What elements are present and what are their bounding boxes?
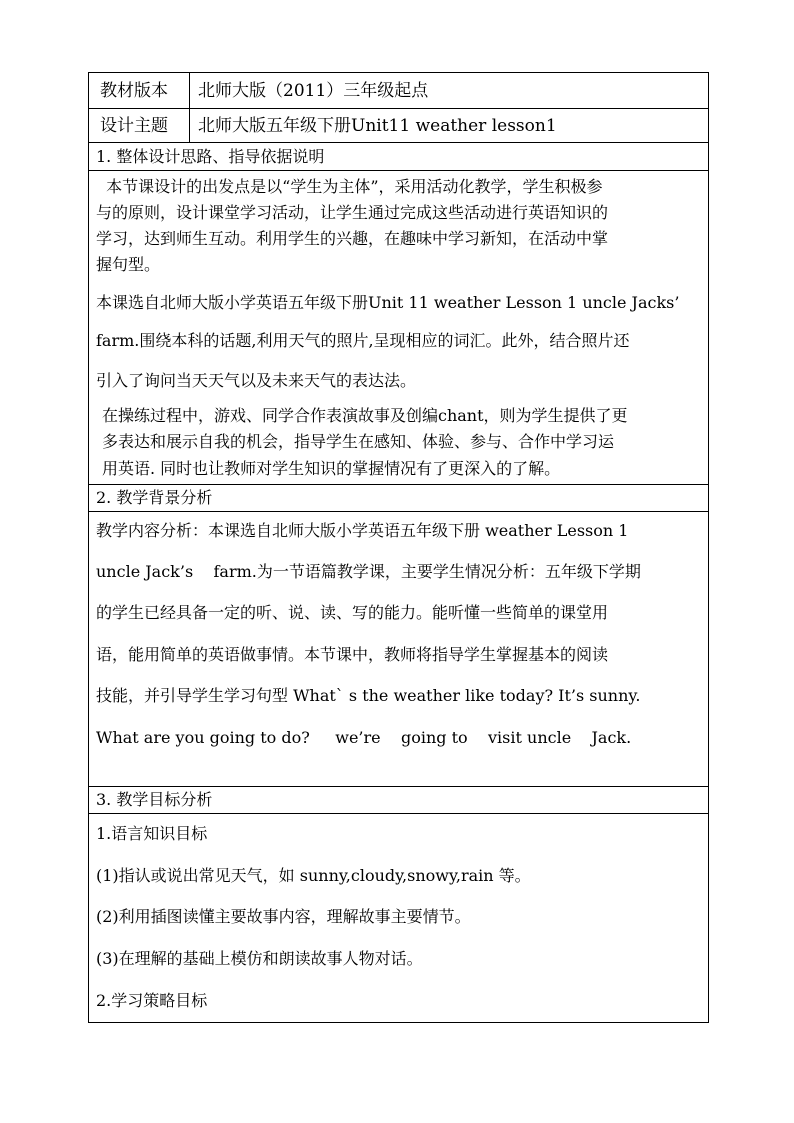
row-divider xyxy=(88,170,709,171)
theme-value: 北师大版五年级下册Unit11 weather lesson1 xyxy=(198,116,557,136)
section2-line: 语，能用简单的英语做事情。本节课中，教师将指导学生掌握基本的阅读 xyxy=(96,645,609,664)
table-border-top xyxy=(88,72,709,73)
section1-para3-line: 多表达和展示自我的机会，指导学生在感知、体验、参与、合作中学习运 xyxy=(102,432,615,451)
section3-title: 3. 教学目标分析 xyxy=(96,790,213,809)
section1-para3-line: 在操练过程中，游戏、同学合作表演故事及创编chant，则为学生提供了更 xyxy=(102,406,628,425)
section1-para1-line: 本节课设计的出发点是以“学生为主体”，采用活动化教学，学生积极参 xyxy=(96,177,603,196)
table-border-left xyxy=(88,72,89,1022)
row-divider xyxy=(88,484,709,485)
section2-line: 技能，并引导学生学习句型 What` s the weather like today? It’s sunny. xyxy=(96,686,641,705)
theme-label: 设计主题 xyxy=(100,116,168,136)
section3-line: (1)指认或说出常见天气，如 sunny,cloudy,snowy,rain 等。 xyxy=(96,866,531,885)
section3-line: (3)在理解的基础上模仿和朗读故事人物对话。 xyxy=(96,949,423,968)
label-column-divider xyxy=(189,72,190,142)
edition-label: 教材版本 xyxy=(100,81,168,101)
section2-line: 教学内容分析：本课选自北师大版小学英语五年级下册 weather Lesson 1 xyxy=(96,521,629,540)
section1-para3-line: 用英语. 同时也让教师对学生知识的掌握情况有了更深入的了解。 xyxy=(102,459,561,478)
row-divider xyxy=(88,786,709,787)
section3-line: (2)利用插图读懂主要故事内容，理解故事主要情节。 xyxy=(96,907,471,926)
section2-line: What are you going to do? we’re going to visit uncle Jack. xyxy=(96,728,632,747)
section3-line: 2.学习策略目标 xyxy=(96,991,208,1010)
section1-para2-line: 本课选自北师大版小学英语五年级下册Unit 11 weather Lesson 1 uncle Jacks’ xyxy=(96,293,680,312)
section2-line: 的学生已经具备一定的听、说、读、写的能力。能听懂一些简单的课堂用 xyxy=(96,603,609,622)
edition-value: 北师大版（2011）三年级起点 xyxy=(198,81,429,101)
section3-line: 1.语言知识目标 xyxy=(96,824,208,843)
table-border-bottom xyxy=(88,1022,709,1023)
row-divider xyxy=(88,142,709,143)
section1-para1-line: 学习，达到师生互动。利用学生的兴趣，在趣味中学习新知，在活动中掌 xyxy=(96,229,609,248)
section1-title: 1. 整体设计思路、指导依据说明 xyxy=(96,147,325,166)
row-divider xyxy=(88,511,709,512)
section1-para2-line: 引入了询问当天天气以及未来天气的表达法。 xyxy=(96,371,417,390)
row-divider xyxy=(88,813,709,814)
row-divider xyxy=(88,108,709,109)
table-border-right xyxy=(708,72,709,1022)
section1-para1-line: 与的原则，设计课堂学习活动，让学生通过完成这些活动进行英语知识的 xyxy=(96,203,609,222)
section2-title: 2. 教学背景分析 xyxy=(96,488,213,507)
section1-para2-line: farm.围绕本科的话题,利用天气的照片,呈现相应的词汇。此外，结合照片还 xyxy=(96,331,630,350)
section2-line: uncle Jack’s farm.为一节语篇教学课，主要学生情况分析：五年级下学期 xyxy=(96,562,641,581)
section1-para1-line: 握句型。 xyxy=(96,255,161,274)
